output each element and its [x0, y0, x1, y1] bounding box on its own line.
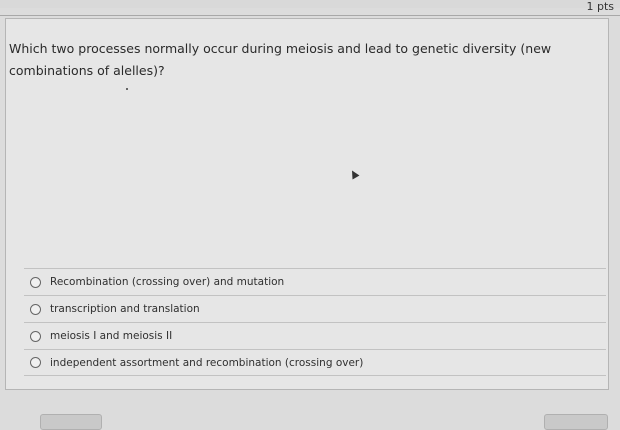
- question-text: Which two processes normally occur during meiosis and lead to genetic diversity (new combinations of alelles)?: [9, 41, 552, 78]
- answer-options: [24, 268, 606, 376]
- stray-dot: [126, 88, 128, 90]
- radio-button[interactable]: [30, 304, 41, 315]
- option-assortment-recombination[interactable]: [24, 349, 606, 376]
- previous-button[interactable]: [40, 414, 102, 430]
- option-label: transcription and translation: [50, 303, 200, 315]
- option-label: meiosis I and meiosis II: [50, 330, 173, 342]
- option-meiosis-i-ii[interactable]: [24, 322, 606, 349]
- points-label: 1 pts: [586, 0, 614, 13]
- radio-button[interactable]: [30, 331, 41, 342]
- option-label: independent assortment and recombination (crossing over): [50, 356, 364, 369]
- radio-button[interactable]: [30, 277, 41, 288]
- option-transcription-translation[interactable]: [24, 295, 606, 322]
- top-bar: [0, 0, 620, 8]
- radio-button[interactable]: [30, 357, 41, 368]
- next-button[interactable]: [544, 414, 608, 430]
- option-recombination-mutation[interactable]: [24, 268, 606, 295]
- divider: [0, 15, 620, 16]
- option-label: Recombination (crossing over) and mutation: [50, 276, 285, 288]
